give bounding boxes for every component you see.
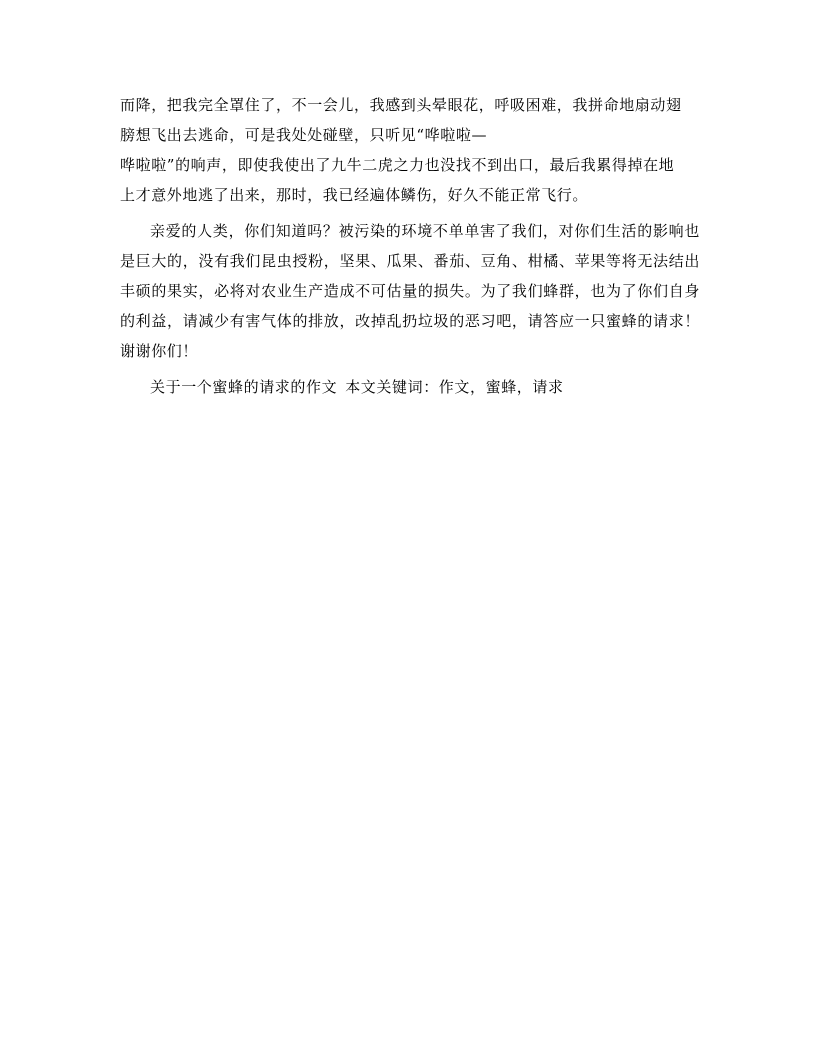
article-keywords: 本文关键词：作文，蜜蜂，请求 [345,378,564,396]
article-title: 关于一个蜜蜂的请求的作文 [150,378,338,396]
text-line: 上才意外地逃了出来，那时，我已经遍体鳞伤，好久不能正常飞行。 [120,186,589,204]
paragraph-appeal: 亲爱的人类，你们知道吗？被污染的环境不单单害了我们，对你们生活的影响也是巨大的，没有我们昆虫授粉，坚果、瓜果、番茄、豆角、柑橘、苹果等将无法结出丰硕的果实，必将对农业生产造成不可估量的损失。为了我们蜂群，也为了你们自身的利益，请减少有害气体的排放，改掉乱扔垃圾的恶习吧，请答应一只蜜蜂的请求！谢谢你们！ [120,222,700,360]
text-line: 而降，把我完全罩住了，不一会儿，我感到头晕眼花，呼吸困难，我拼命地扇动翅 [120,96,682,114]
article-footer [120,372,700,402]
text-line: 膀想飞出去逃命，可是我处处碰壁，只听见“哗啦啦— [120,126,488,144]
paragraph-continuation [120,90,700,210]
document-page [120,90,700,402]
text-line: 哗啦啦”的响声，即使我使出了九牛二虎之力也没找不到出口，最后我累得掉在地 [120,156,675,174]
